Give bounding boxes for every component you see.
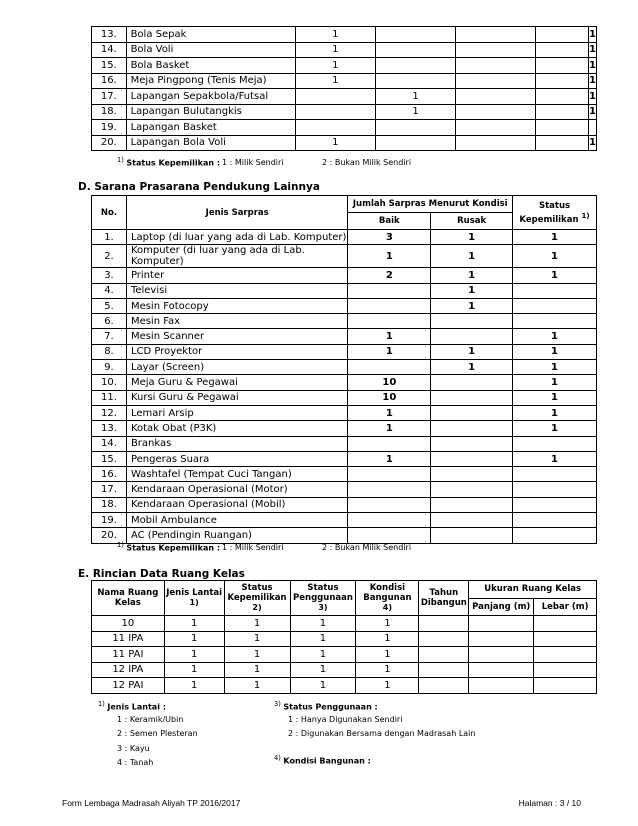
classroom-name: 12 IPA	[92, 662, 165, 678]
col-panjang-header: Panjang (m)	[469, 598, 534, 616]
table-row	[92, 58, 597, 74]
count-good	[348, 360, 431, 375]
ownership-status: 1	[589, 89, 597, 105]
condition-cell	[375, 73, 455, 89]
row-number: 12.	[92, 405, 127, 420]
col-kondisi-header: Kondisi Bangunan 4)	[356, 581, 419, 616]
ownership-status	[513, 314, 597, 329]
ownership-option-1: 1 : Milik Sendiri	[222, 158, 284, 167]
count-damaged	[431, 513, 513, 528]
facility-name: LCD Proyektor	[126, 344, 347, 359]
count-good	[348, 513, 431, 528]
col-status-kepemilikan-header: Status Kepemilikan 2)	[224, 581, 290, 616]
room-width	[534, 662, 597, 678]
table-row	[92, 405, 597, 420]
row-number: 18.	[92, 497, 127, 512]
row-number: 15.	[92, 58, 127, 74]
ownership-status: 1	[589, 104, 597, 120]
ownership-status: 1	[589, 73, 597, 89]
room-length	[469, 678, 534, 694]
row-number: 1.	[92, 230, 127, 245]
condition-cell	[456, 58, 536, 74]
row-number: 19.	[92, 120, 127, 136]
table-row	[92, 42, 597, 58]
table-row	[92, 89, 597, 105]
count-damaged	[431, 314, 513, 329]
facility-name: Lapangan Bulutangkis	[126, 104, 295, 120]
condition-cell: 1	[375, 89, 455, 105]
col-status-header: Status Kepemilikan $^{1)}$	[513, 196, 597, 230]
facility-name: Mesin Fotocopy	[126, 298, 347, 313]
ownership-status: 1	[589, 27, 597, 43]
building-condition: 1	[356, 678, 419, 694]
ownership-status: 1	[513, 245, 597, 268]
row-number: 6.	[92, 314, 127, 329]
ownership-status: 1	[224, 647, 290, 663]
ownership-status	[513, 482, 597, 497]
count-good: 1	[348, 245, 431, 268]
table-row	[92, 283, 597, 298]
table-row	[92, 631, 597, 647]
condition-cell	[456, 27, 536, 43]
condition-cell	[456, 104, 536, 120]
condition-cell	[456, 120, 536, 136]
ownership-note-1: $^{1)}$ Status Kepemilikan :	[117, 156, 221, 168]
count-damaged	[431, 497, 513, 512]
table-row	[92, 230, 597, 245]
ownership-status: 1	[224, 616, 290, 632]
count-damaged	[431, 436, 513, 451]
count-good	[348, 298, 431, 313]
floor-type: 1	[164, 616, 224, 632]
table-row	[92, 73, 597, 89]
floor-type: 1	[164, 678, 224, 694]
facility-name: Kotak Obat (P3K)	[126, 421, 347, 436]
condition-cell	[456, 89, 536, 105]
table-row	[92, 344, 597, 359]
facility-name: Kendaraan Operasional (Motor)	[126, 482, 347, 497]
table-row	[92, 497, 597, 512]
col-lebar-header: Lebar (m)	[534, 598, 597, 616]
ownership-status: 1	[513, 390, 597, 405]
room-width	[534, 631, 597, 647]
col-no-header: No.	[92, 196, 127, 230]
count-good	[348, 314, 431, 329]
row-number: 17.	[92, 482, 127, 497]
condition-cell: 1	[295, 135, 375, 151]
footer-form-title: Form Lembaga Madrasah Aliyah TP 2016/2017	[62, 798, 241, 808]
row-number: 16.	[92, 73, 127, 89]
row-number: 14.	[92, 436, 127, 451]
facility-name: Lapangan Basket	[126, 120, 295, 136]
building-condition: 1	[356, 616, 419, 632]
col-ukuran-header: Ukuran Ruang Kelas	[469, 581, 597, 599]
room-length	[469, 631, 534, 647]
count-damaged	[431, 405, 513, 420]
condition-cell	[295, 89, 375, 105]
facility-name: Laptop (di luar yang ada di Lab. Komputer)	[126, 230, 347, 245]
count-damaged: 1	[431, 230, 513, 245]
count-damaged: 1	[431, 245, 513, 268]
facility-name: Lapangan Sepakbola/Futsal	[126, 89, 295, 105]
ownership-status	[513, 298, 597, 313]
col-jenis-lantai-header: Jenis Lantai 1)	[164, 581, 224, 616]
facility-name: Kursi Guru & Pegawai	[126, 390, 347, 405]
ownership-status: 1	[513, 421, 597, 436]
count-damaged: 1	[431, 344, 513, 359]
condition-cell	[536, 89, 589, 105]
room-width	[534, 678, 597, 694]
table-row	[92, 647, 597, 663]
year-built	[419, 678, 469, 694]
count-damaged	[431, 375, 513, 390]
ownership-status: 1	[513, 451, 597, 466]
table-row	[92, 390, 597, 405]
row-number: 5.	[92, 298, 127, 313]
table-row	[92, 375, 597, 390]
count-good: 2	[348, 268, 431, 283]
supporting-facilities-table	[91, 195, 597, 544]
footer-page-number: Halaman : 3 / 10	[518, 798, 581, 808]
facility-name: Bola Voli	[126, 42, 295, 58]
count-good	[348, 497, 431, 512]
condition-cell	[456, 135, 536, 151]
ownership-status	[513, 467, 597, 482]
table-row	[92, 120, 597, 136]
ownership-status: 1	[224, 678, 290, 694]
room-width	[534, 647, 597, 663]
count-damaged	[431, 482, 513, 497]
ownership-status: 1	[513, 329, 597, 344]
table-row	[92, 104, 597, 120]
building-condition: 1	[356, 662, 419, 678]
condition-cell	[536, 73, 589, 89]
usage-status: 1	[290, 678, 356, 694]
classroom-name: 11 IPA	[92, 631, 165, 647]
classroom-body	[92, 616, 597, 694]
count-damaged	[431, 451, 513, 466]
classroom-table	[91, 580, 597, 694]
jenis-lantai-option-4: 4 : Tanah	[117, 758, 154, 767]
floor-type: 1	[164, 662, 224, 678]
classroom-name: 12 PAI	[92, 678, 165, 694]
ownership-status: 1	[513, 375, 597, 390]
condition-cell: 1	[295, 42, 375, 58]
row-number: 9.	[92, 360, 127, 375]
ownership-status: 1	[224, 631, 290, 647]
row-number: 16.	[92, 467, 127, 482]
condition-cell	[456, 73, 536, 89]
room-width	[534, 616, 597, 632]
floor-type: 1	[164, 647, 224, 663]
ownership-option-1: 1 : Milik Sendiri	[222, 543, 284, 552]
section-e-title: E. Rincian Data Ruang Kelas	[78, 568, 245, 580]
facility-name: Washtafel (Tempat Cuci Tangan)	[126, 467, 347, 482]
row-number: 11.	[92, 390, 127, 405]
building-condition: 1	[356, 631, 419, 647]
condition-cell: 1	[295, 73, 375, 89]
facility-name: Meja Pingpong (Tenis Meja)	[126, 73, 295, 89]
count-good: 1	[348, 344, 431, 359]
count-good: 1	[348, 421, 431, 436]
facility-name: AC (Pendingin Ruangan)	[126, 528, 347, 543]
facility-name: Lapangan Bola Voli	[126, 135, 295, 151]
count-good: 10	[348, 375, 431, 390]
table-row	[92, 245, 597, 268]
count-damaged	[431, 329, 513, 344]
section-d-title: D. Sarana Prasarana Pendukung Lainnya	[78, 181, 320, 193]
col-tahun-header: Tahun Dibangun	[419, 581, 469, 616]
col-rusak-header: Rusak	[431, 213, 513, 230]
condition-cell	[456, 42, 536, 58]
ownership-status: 1	[589, 58, 597, 74]
row-number: 13.	[92, 27, 127, 43]
condition-cell	[375, 120, 455, 136]
count-good	[348, 436, 431, 451]
facility-name: Bola Sepak	[126, 27, 295, 43]
col-jumlah-header: Jumlah Sarpras Menurut Kondisi	[348, 196, 513, 213]
condition-cell	[536, 104, 589, 120]
usage-status: 1	[290, 647, 356, 663]
count-good	[348, 467, 431, 482]
status-penggunaan-option-1: 1 : Hanya Digunakan Sendiri	[288, 715, 403, 724]
col-jenis-header: Jenis Sarpras	[126, 196, 347, 230]
facility-name: Mesin Scanner	[126, 329, 347, 344]
facility-name: Mobil Ambulance	[126, 513, 347, 528]
ownership-status	[513, 513, 597, 528]
row-number: 7.	[92, 329, 127, 344]
room-length	[469, 616, 534, 632]
table-row	[92, 360, 597, 375]
condition-cell	[295, 104, 375, 120]
count-damaged: 1	[431, 360, 513, 375]
col-nama-header: Nama Ruang Kelas	[92, 581, 165, 616]
ownership-status: 1	[513, 268, 597, 283]
classroom-name: 11 PAI	[92, 647, 165, 663]
condition-cell	[536, 120, 589, 136]
room-length	[469, 662, 534, 678]
ownership-status: 1	[224, 662, 290, 678]
table-row	[92, 329, 597, 344]
count-damaged: 1	[431, 283, 513, 298]
col-baik-header: Baik	[348, 213, 431, 230]
row-number: 14.	[92, 42, 127, 58]
row-number: 20.	[92, 135, 127, 151]
condition-cell: 1	[375, 104, 455, 120]
year-built	[419, 631, 469, 647]
ownership-status	[513, 283, 597, 298]
sports-facilities-body	[92, 27, 597, 151]
status-penggunaan-option-2: 2 : Digunakan Bersama dengan Madrasah Lain	[288, 729, 476, 738]
condition-cell	[295, 120, 375, 136]
row-number: 4.	[92, 283, 127, 298]
facility-name: Televisi	[126, 283, 347, 298]
count-damaged	[431, 421, 513, 436]
facility-name: Meja Guru & Pegawai	[126, 375, 347, 390]
ownership-status: 1	[589, 135, 597, 151]
count-good: 3	[348, 230, 431, 245]
count-damaged	[431, 528, 513, 543]
row-number: 15.	[92, 451, 127, 466]
facility-name: Printer	[126, 268, 347, 283]
table-row	[92, 513, 597, 528]
ownership-note-2: $^{1)}$ Status Kepemilikan :	[117, 541, 221, 553]
year-built	[419, 616, 469, 632]
count-good: 10	[348, 390, 431, 405]
jenis-lantai-option-3: 3 : Kayu	[117, 744, 150, 753]
jenis-lantai-note: $^{1)}$ Jenis Lantai :	[98, 700, 166, 712]
count-good	[348, 528, 431, 543]
ownership-status: 1	[589, 42, 597, 58]
ownership-status	[589, 120, 597, 136]
table-row	[92, 616, 597, 632]
condition-cell	[375, 42, 455, 58]
supporting-facilities-body	[92, 230, 597, 544]
sports-facilities-table	[91, 26, 597, 151]
floor-type: 1	[164, 631, 224, 647]
usage-status: 1	[290, 631, 356, 647]
jenis-lantai-option-1: 1 : Keramik/Ubin	[117, 715, 184, 724]
ownership-status: 1	[513, 344, 597, 359]
classroom-name: 10	[92, 616, 165, 632]
ownership-status: 1	[513, 405, 597, 420]
room-length	[469, 647, 534, 663]
count-damaged	[431, 467, 513, 482]
condition-cell: 1	[295, 58, 375, 74]
facility-name: Mesin Fax	[126, 314, 347, 329]
count-good	[348, 283, 431, 298]
table-row	[92, 421, 597, 436]
table-row	[92, 467, 597, 482]
kondisi-bangunan-note: $^{4)}$ Kondisi Bangunan :	[274, 754, 371, 766]
usage-status: 1	[290, 662, 356, 678]
row-number: 13.	[92, 421, 127, 436]
col-status-penggunaan-header: Status Penggunaan 3)	[290, 581, 356, 616]
row-number: 20.	[92, 528, 127, 543]
row-number: 3.	[92, 268, 127, 283]
count-good	[348, 482, 431, 497]
condition-cell	[536, 58, 589, 74]
count-good: 1	[348, 329, 431, 344]
condition-cell	[536, 27, 589, 43]
condition-cell	[375, 58, 455, 74]
facility-name: Lemari Arsip	[126, 405, 347, 420]
row-number: 17.	[92, 89, 127, 105]
table-row	[92, 268, 597, 283]
count-good: 1	[348, 405, 431, 420]
ownership-status: 1	[513, 230, 597, 245]
count-damaged: 1	[431, 298, 513, 313]
condition-cell	[375, 27, 455, 43]
count-damaged	[431, 390, 513, 405]
row-number: 2.	[92, 245, 127, 268]
table-row	[92, 298, 597, 313]
jenis-lantai-option-2: 2 : Semen Plesteran	[117, 729, 198, 738]
table-row	[92, 27, 597, 43]
table-row	[92, 678, 597, 694]
count-good: 1	[348, 451, 431, 466]
facility-name: Brankas	[126, 436, 347, 451]
count-damaged: 1	[431, 268, 513, 283]
table-row	[92, 436, 597, 451]
row-number: 19.	[92, 513, 127, 528]
table-row	[92, 314, 597, 329]
status-penggunaan-note: $^{3)}$ Status Penggunaan :	[274, 700, 378, 712]
ownership-status	[513, 497, 597, 512]
condition-cell	[536, 135, 589, 151]
facility-name: Layar (Screen)	[126, 360, 347, 375]
ownership-option-2: 2 : Bukan Milik Sendiri	[322, 158, 412, 167]
ownership-status	[513, 528, 597, 543]
table-row	[92, 482, 597, 497]
row-number: 8.	[92, 344, 127, 359]
table-row	[92, 451, 597, 466]
facility-name: Pengeras Suara	[126, 451, 347, 466]
condition-cell: 1	[295, 27, 375, 43]
ownership-option-2: 2 : Bukan Milik Sendiri	[322, 543, 412, 552]
facility-name: Komputer (di luar yang ada di Lab. Komputer)	[126, 245, 347, 268]
facility-name: Kendaraan Operasional (Mobil)	[126, 497, 347, 512]
ownership-status: 1	[513, 360, 597, 375]
year-built	[419, 662, 469, 678]
condition-cell	[536, 42, 589, 58]
row-number: 18.	[92, 104, 127, 120]
building-condition: 1	[356, 647, 419, 663]
table-row	[92, 662, 597, 678]
year-built	[419, 647, 469, 663]
table-row	[92, 135, 597, 151]
row-number: 10.	[92, 375, 127, 390]
ownership-status	[513, 436, 597, 451]
condition-cell	[375, 135, 455, 151]
usage-status: 1	[290, 616, 356, 632]
facility-name: Bola Basket	[126, 58, 295, 74]
